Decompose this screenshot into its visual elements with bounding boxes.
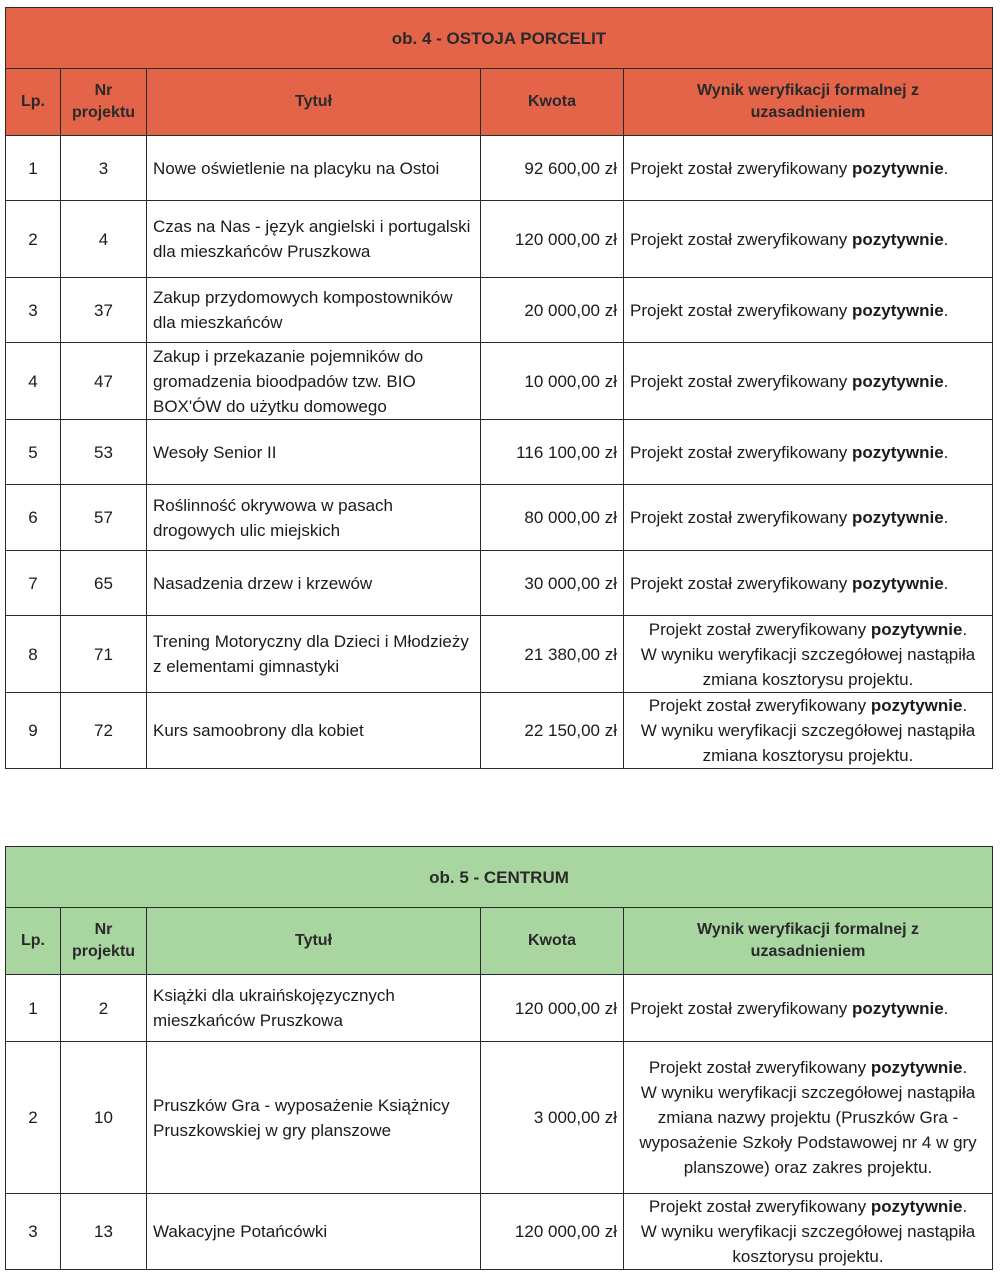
row-amount: 21 380,00 zł — [481, 616, 624, 693]
table-row — [6, 343, 993, 420]
result-period: . — [943, 229, 949, 249]
row-lp: 8 — [6, 616, 61, 693]
header-title: Tytuł — [147, 908, 481, 975]
row-amount: 20 000,00 zł — [481, 278, 624, 343]
table-caption: ob. 5 - CENTRUM — [6, 847, 993, 908]
result-text: Projekt został zweryfikowany — [648, 696, 871, 715]
header-lp: Lp. — [6, 908, 61, 975]
result-period: . — [943, 508, 949, 527]
header-amount: Kwota — [481, 69, 624, 136]
result-verdict: pozytywnie — [852, 442, 944, 462]
row-project-number: 57 — [61, 485, 147, 551]
table-row — [6, 693, 993, 769]
result-text: Projekt został zweryfikowany — [630, 300, 853, 320]
result-period: . — [962, 619, 968, 639]
result-text: Projekt został zweryfikowany — [630, 998, 853, 1018]
row-amount: 10 000,00 zł — [481, 343, 624, 420]
row-title: Kurs samoobrony dla kobiet — [147, 693, 481, 769]
row-lp: 4 — [6, 343, 61, 420]
result-text: Projekt został zweryfikowany — [630, 158, 853, 178]
result-text: Projekt został zweryfikowany — [630, 573, 853, 593]
row-title: Zakup przydomowych kompostowników dla mieszkańców — [147, 278, 481, 343]
district-table-centrum — [5, 846, 993, 1270]
row-verification-result — [624, 485, 993, 551]
result-verdict: pozytywnie — [852, 158, 944, 178]
row-lp: 2 — [6, 201, 61, 278]
row-title: Nasadzenia drzew i krzewów — [147, 551, 481, 616]
table-row — [6, 551, 993, 616]
row-project-number: 2 — [61, 975, 147, 1042]
result-note: W wyniku weryfikacji szczegółowej nastąpiła zmiana kosztorysu projektu. — [640, 644, 976, 689]
header-title: Tytuł — [147, 69, 481, 136]
row-title: Wakacyjne Potańcówki — [147, 1194, 481, 1270]
table-row — [6, 975, 993, 1042]
row-title: Czas na Nas - język angielski i portugalski dla mieszkańców Pruszkowa — [147, 201, 481, 278]
result-period: . — [943, 442, 949, 462]
result-verdict: pozytywnie — [852, 300, 944, 320]
district-table-ostoja-porcelit — [5, 7, 993, 769]
row-amount: 3 000,00 zł — [481, 1042, 624, 1194]
result-text: Projekt został zweryfikowany — [630, 442, 853, 462]
row-verification-result — [624, 975, 993, 1042]
result-period: . — [962, 1197, 968, 1216]
row-project-number: 37 — [61, 278, 147, 343]
row-verification-result — [624, 551, 993, 616]
row-amount: 120 000,00 zł — [481, 1194, 624, 1270]
row-project-number: 47 — [61, 343, 147, 420]
row-title: Zakup i przekazanie pojemników do gromadzenia bioodpadów tzw. BIO BOX'ÓW do użytku domowego — [147, 343, 481, 420]
row-title: Pruszków Gra - wyposażenie Książnicy Pruszkowskiej w gry planszowe — [147, 1042, 481, 1194]
result-text: Projekt został zweryfikowany — [648, 1197, 871, 1216]
result-verdict: pozytywnie — [852, 998, 944, 1018]
result-note: W wyniku weryfikacji szczegółowej nastąpiła kosztorysu projektu. — [640, 1222, 976, 1266]
row-verification-result — [624, 278, 993, 343]
table-row — [6, 1194, 993, 1270]
header-nr: Nr projektu — [61, 69, 147, 136]
table-caption: ob. 4 - OSTOJA PORCELIT — [6, 8, 993, 69]
header-result: Wynik weryfikacji formalnej z uzasadnieniem — [624, 69, 993, 136]
result-text: Projekt został zweryfikowany — [648, 619, 871, 639]
row-lp: 7 — [6, 551, 61, 616]
row-title: Wesoły Senior II — [147, 420, 481, 485]
row-project-number: 53 — [61, 420, 147, 485]
row-project-number: 71 — [61, 616, 147, 693]
result-verdict: pozytywnie — [852, 371, 944, 391]
row-verification-result — [624, 343, 993, 420]
row-lp: 1 — [6, 136, 61, 201]
table-row — [6, 201, 993, 278]
result-period: . — [943, 998, 949, 1018]
row-amount: 80 000,00 zł — [481, 485, 624, 551]
result-text: Projekt został zweryfikowany — [630, 371, 853, 391]
row-project-number: 13 — [61, 1194, 147, 1270]
row-lp: 6 — [6, 485, 61, 551]
row-amount: 92 600,00 zł — [481, 136, 624, 201]
table-row — [6, 1042, 993, 1194]
row-verification-result — [624, 616, 993, 693]
row-amount: 120 000,00 zł — [481, 201, 624, 278]
table-row — [6, 616, 993, 693]
header-result: Wynik weryfikacji formalnej z uzasadnieniem — [624, 908, 993, 975]
row-verification-result — [624, 420, 993, 485]
row-amount: 22 150,00 zł — [481, 693, 624, 769]
row-project-number: 65 — [61, 551, 147, 616]
result-verdict: pozytywnie — [852, 508, 944, 527]
header-amount: Kwota — [481, 908, 624, 975]
row-lp: 2 — [6, 1042, 61, 1194]
result-verdict: pozytywnie — [870, 1197, 963, 1216]
row-amount: 30 000,00 zł — [481, 551, 624, 616]
header-lp: Lp. — [6, 69, 61, 136]
result-period: . — [962, 1058, 968, 1077]
table-row — [6, 278, 993, 343]
row-verification-result — [624, 136, 993, 201]
row-title: Roślinność okrywowa w pasach drogowych ulic miejskich — [147, 485, 481, 551]
row-title: Nowe oświetlenie na placyku na Ostoi — [147, 136, 481, 201]
row-verification-result — [624, 1194, 993, 1270]
result-period: . — [962, 696, 968, 715]
row-lp: 3 — [6, 1194, 61, 1270]
result-note: W wyniku weryfikacji szczegółowej nastąpiła zmiana kosztorysu projektu. — [640, 721, 976, 765]
result-verdict: pozytywnie — [870, 1058, 963, 1077]
row-lp: 9 — [6, 693, 61, 769]
table-row — [6, 420, 993, 485]
result-verdict: pozytywnie — [852, 229, 944, 249]
result-verdict: pozytywnie — [870, 696, 963, 715]
row-verification-result — [624, 201, 993, 278]
row-verification-result — [624, 1042, 993, 1194]
row-project-number: 10 — [61, 1042, 147, 1194]
result-period: . — [943, 300, 949, 320]
row-lp: 5 — [6, 420, 61, 485]
result-note: W wyniku weryfikacji szczegółowej nastąpiła zmiana nazwy projektu (Pruszków Gra - wyposażenie Szkoły Podstawowej nr 4 w gry planszowe) oraz zakres projektu. — [639, 1083, 977, 1177]
row-verification-result — [624, 693, 993, 769]
row-project-number: 3 — [61, 136, 147, 201]
row-amount: 116 100,00 zł — [481, 420, 624, 485]
row-lp: 3 — [6, 278, 61, 343]
result-text: Projekt został zweryfikowany — [630, 229, 853, 249]
row-project-number: 72 — [61, 693, 147, 769]
row-lp: 1 — [6, 975, 61, 1042]
row-amount: 120 000,00 zł — [481, 975, 624, 1042]
row-project-number: 4 — [61, 201, 147, 278]
result-text: Projekt został zweryfikowany — [648, 1058, 871, 1077]
table-row — [6, 136, 993, 201]
result-period: . — [943, 371, 949, 391]
table-row — [6, 485, 993, 551]
result-verdict: pozytywnie — [870, 619, 963, 639]
header-nr: Nr projektu — [61, 908, 147, 975]
result-text: Projekt został zweryfikowany — [630, 508, 853, 527]
result-verdict: pozytywnie — [852, 573, 944, 593]
row-title: Trening Motoryczny dla Dzieci i Młodzieży z elementami gimnastyki — [147, 616, 481, 693]
row-title: Książki dla ukraińskojęzycznych mieszkańców Pruszkowa — [147, 975, 481, 1042]
result-period: . — [943, 573, 949, 593]
result-period: . — [943, 158, 949, 178]
